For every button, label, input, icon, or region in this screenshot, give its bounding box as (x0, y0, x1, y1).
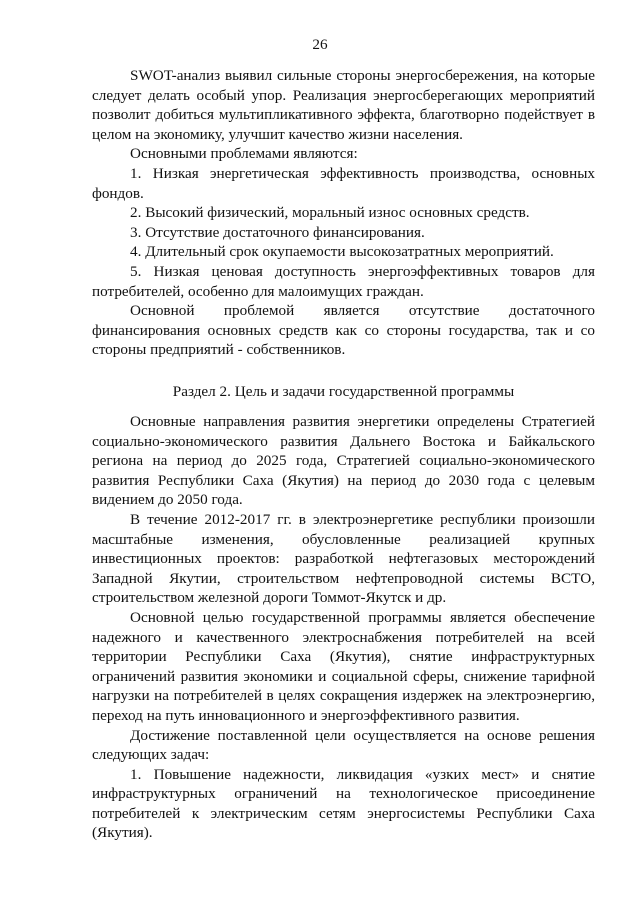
paragraph-changes: В течение 2012-2017 гг. в электроэнергетике республики произошли масштабные изменения, обусловленные реализацией крупных инвестиционных проектов: разработкой нефтегазовых месторождений Западной Якутии, строительством нефтепроводной системы ВСТО, строительством железной дороги Томмот-Якутск и др. (92, 510, 595, 607)
paragraph-goal: Основной целью государственной программы является обеспечение надежного и качественного электроснабжения потребителей на всей территории Республики Саха (Якутия), снятие инфраструктурных ограничений развития экономики и социальной сферы, снижение тарифной нагрузки на потребителей в целях сокращения издержек на электроэнергию, переход на путь инновационного и энергоэффективного развития. (92, 608, 595, 724)
list-item-problem-3: 3. Отсутствие достаточного финансирования. (130, 223, 425, 241)
section-heading: Раздел 2. Цель и задачи государственной программы (172, 383, 515, 400)
list-item-problem-4: 4. Длительный срок окупаемости высокозатратных мероприятий. (130, 243, 554, 261)
intro-section (92, 66, 595, 360)
list-item-task-1: 1. Повышение надежности, ликвидация «узких мест» и снятие инфраструктурных ограничений на технологическое присоединение потребителей к электрическим сетям энергосистемы Республики Саха (Якутия). (92, 765, 595, 842)
list-item-problem-1: 1. Низкая энергетическая эффективность производства, основных фондов. (92, 164, 595, 202)
paragraph-strategy: Основные направления развития энергетики определены Стратегией социально-экономического развития Дальнего Востока и Байкальского региона на период до 2025 года, Стратегией социально-экономического развития Республики Саха (Якутия) на период до 2030 года с целевым видением до 2050 года. (92, 413, 595, 509)
paragraph-tasks-intro: Достижение поставленной цели осуществляется на основе решения следующих задач: (92, 726, 595, 764)
paragraph-swot: SWOT-анализ выявил сильные стороны энергосбережения, на которые следует делать особый упор. Реализация энергосберегающих мероприятий позволит добиться мультипликативного эффекта, благотворно подействует в целом на экономику, улучшит качество жизни населения. (92, 67, 595, 143)
list-item-problem-5: 5. Низкая ценовая доступность энергоэффективных товаров для потребителей, особенно для малоимущих граждан. (92, 262, 595, 300)
paragraph-main-problem: Основной проблемой является отсутствие достаточного финансирования основных средств как со стороны государства, так и со стороны предприятий - собственников. (92, 302, 595, 359)
list-item-problem-2: 2. Высокий физический, моральный износ основных средств. (130, 204, 530, 222)
page-number: 26 (312, 36, 328, 53)
section-body (92, 412, 595, 843)
paragraph-problems-intro: Основными проблемами являются: (130, 145, 358, 163)
